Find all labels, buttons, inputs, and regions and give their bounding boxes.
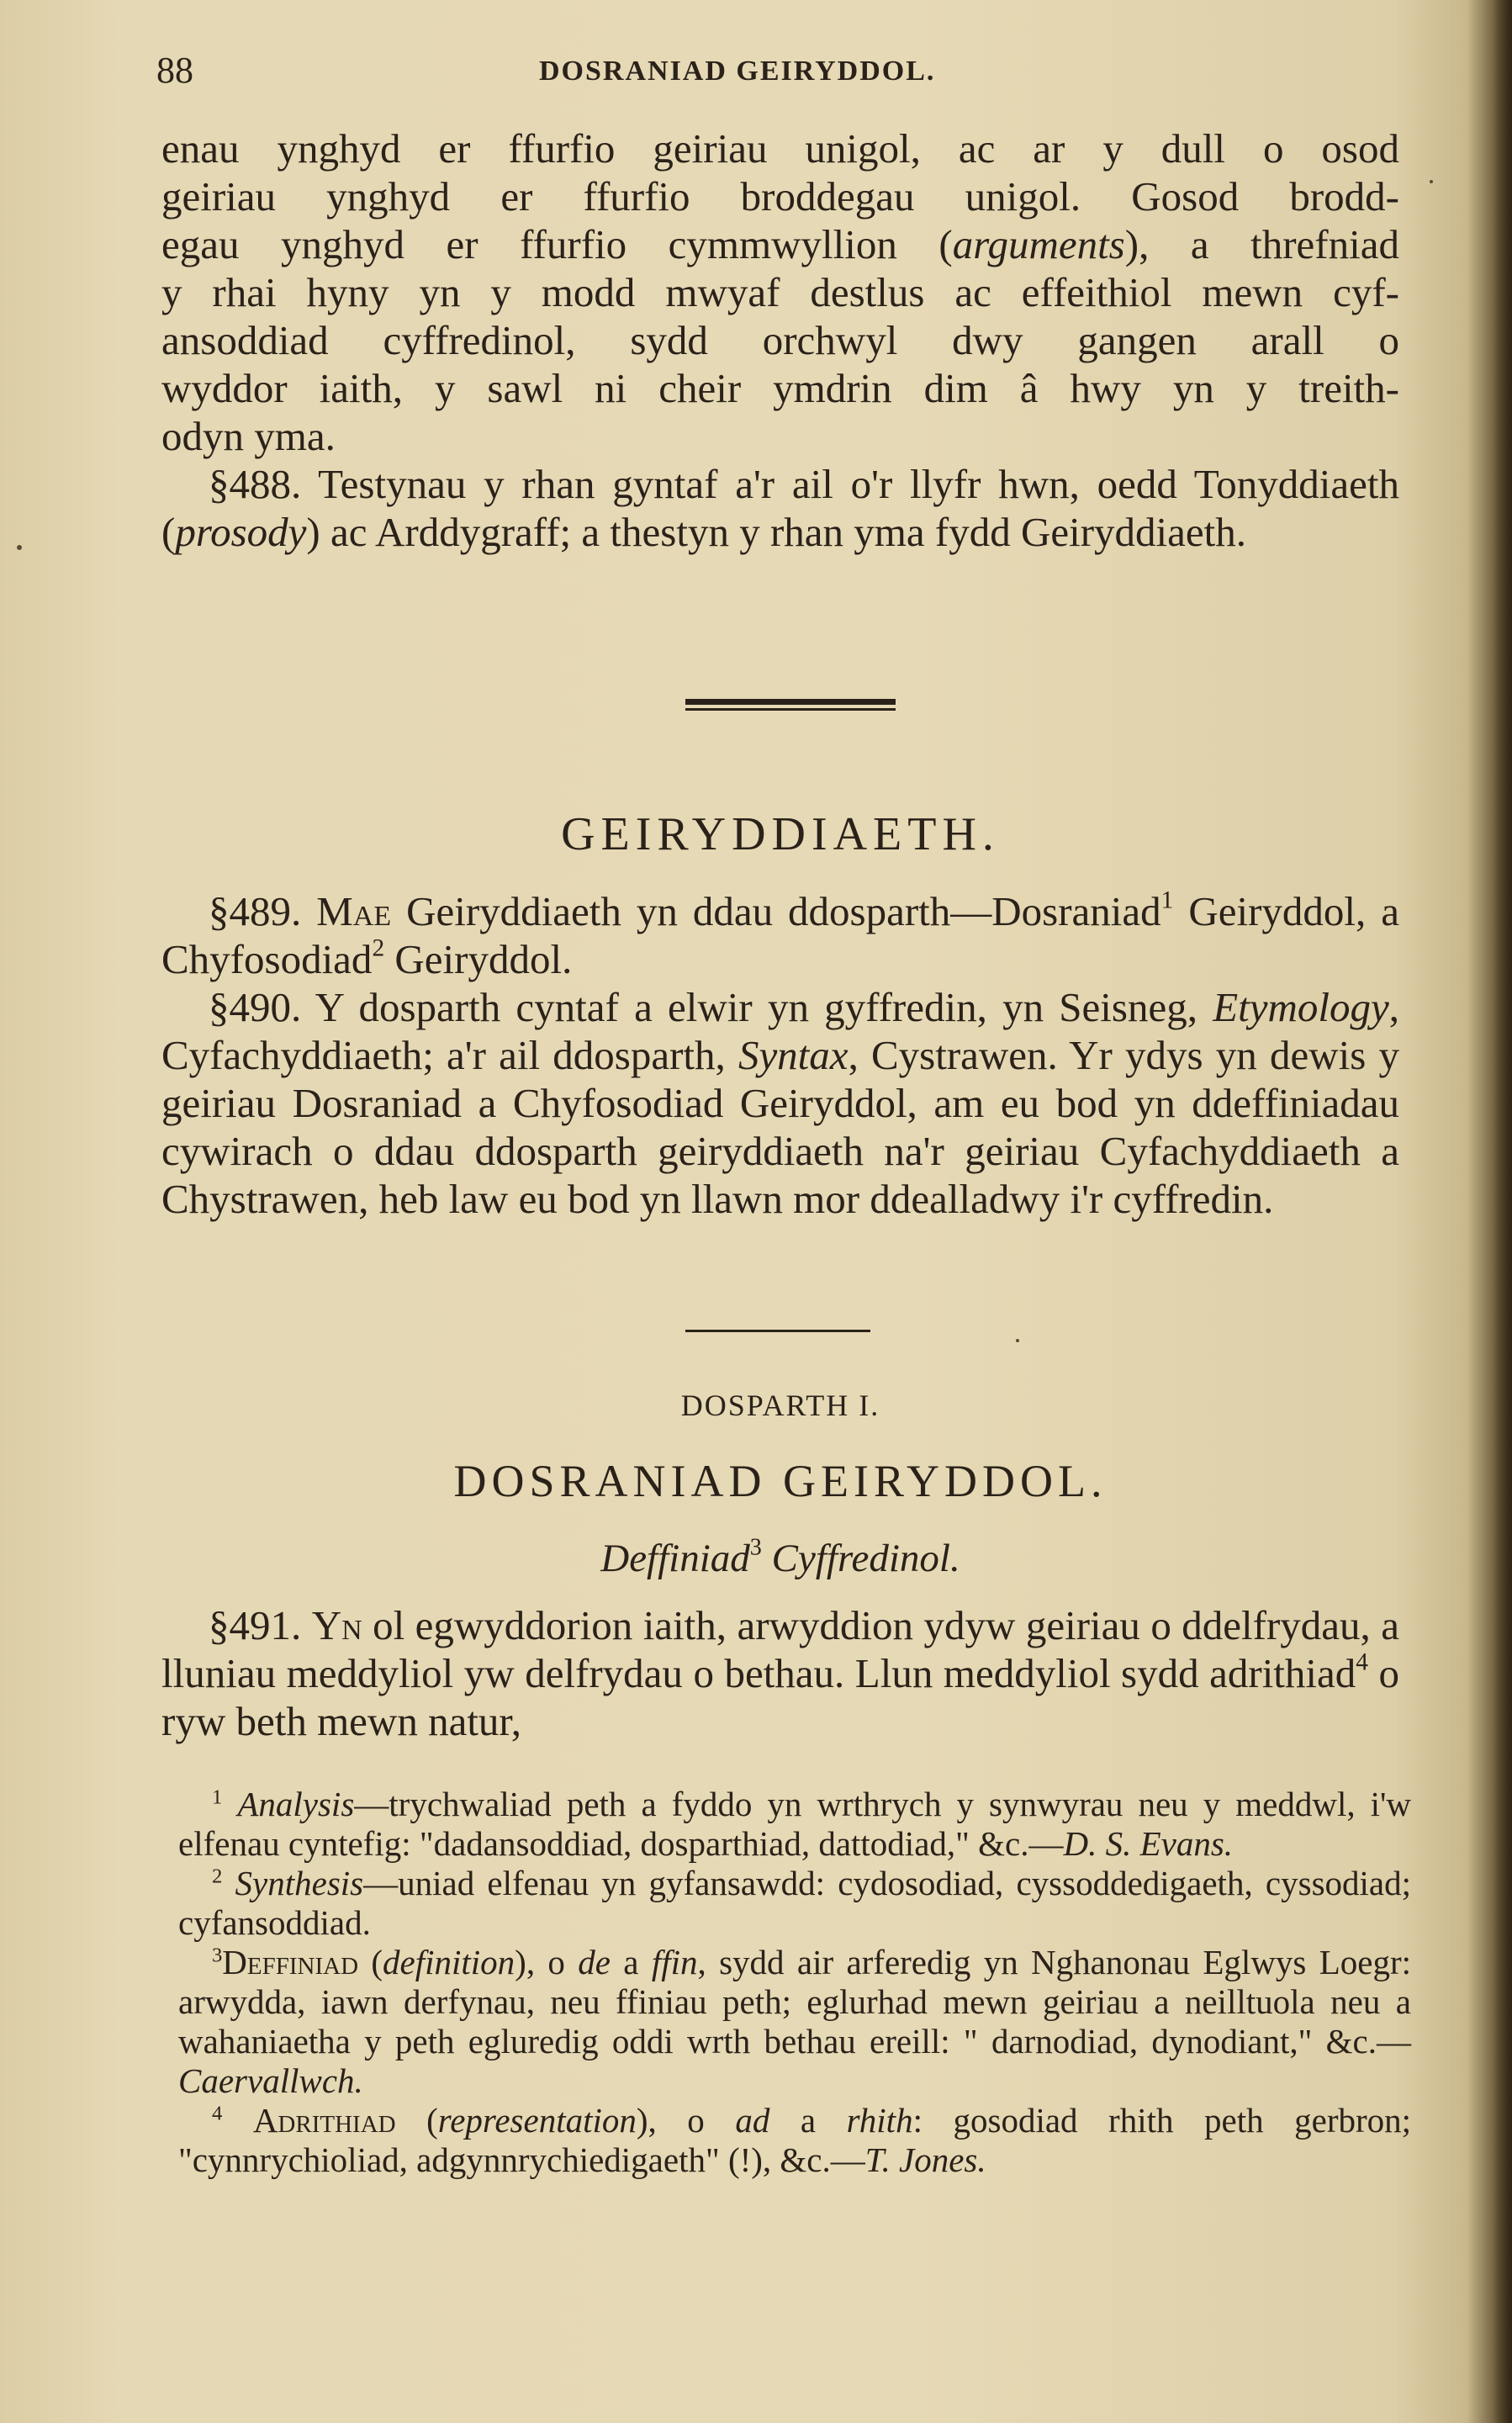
footnote-4-mark: 4 <box>212 2102 223 2125</box>
paragraph-489 <box>161 887 1399 983</box>
footnote-3-text-b: a <box>610 1943 652 1981</box>
footnote-3-word-b: ffin <box>651 1943 698 1981</box>
footnote-4-word-a: ad <box>735 2101 770 2140</box>
footnote-1 <box>178 1785 1411 1864</box>
footnotes <box>178 1785 1411 2180</box>
running-head: DOSRANIAD GEIRYDDOL. <box>539 56 936 87</box>
footnote-2-term: Synthesis <box>235 1864 364 1902</box>
para-490-text-b: , Cyfachyddiaeth; a'r ail ddosparth, <box>161 984 1399 1078</box>
footnote-3-text-c: , sydd air arferedig yn Nghanonau Eglwys Loegr: arwydda, iawn derfynau, neu ffiniau peth; eglurhad mewn geiriau a neilltuola neu a wahaniaetha y peth egluredig oddi wrth bethau ereill: " darnodiad, dynodiant," &c.— <box>178 1943 1411 2061</box>
footnote-2-mark: 2 <box>212 1865 223 1888</box>
footnote-4-word-b: rhith <box>846 2101 913 2140</box>
divider-thin-line <box>685 708 896 711</box>
para-489-num: §489. <box>209 888 302 934</box>
page-header <box>156 49 1401 96</box>
footnote-1-author: D. S. Evans. <box>1063 1824 1234 1863</box>
dosparth-title: DOSRANIAD GEIRYDDOL. <box>453 1456 1108 1506</box>
footnote-3-author: Caervallwch. <box>178 2061 363 2100</box>
para-488-prefix: §488. Testynau y rhan gyntaf a'r ail o'r llyfr hwn, oedd Tonyddiaeth ( <box>161 461 1399 555</box>
footnote-1-text: —trychwaliad peth a fyddo yn wrthrych y synwyrau neu y meddwl, i'w elfenau cyntefig: "dadansoddiad, dosparthiad, dattodiad," &c.— <box>178 1785 1412 1863</box>
intro-line-2: geiriau ynghyd er ffurfio broddegau unigol. Gosod brodd- <box>161 173 1399 220</box>
footnote-3-word-a: de <box>578 1943 611 1981</box>
intro-line-3a: egau ynghyd er ffurfio cymmwyllion ( <box>161 221 953 267</box>
intro-line-3-italic: arguments <box>952 221 1125 267</box>
paper-speck <box>17 545 22 550</box>
footnote-ref-2: 2 <box>372 934 385 962</box>
footnote-ref-3: 3 <box>749 1534 762 1561</box>
footnote-ref-1: 1 <box>1160 886 1174 914</box>
intro-line-1: enau ynghyd er ffurfio geiriau unigol, ac ar y dull o osod <box>161 125 1399 172</box>
para-490-italic-a: Etymology <box>1213 984 1389 1030</box>
footnote-3-mark: 3 <box>212 1944 223 1967</box>
paragraph-491 <box>161 1601 1399 1745</box>
para-489-text-a: Geiryddiaeth yn ddau ddosparth—Dosraniad <box>391 888 1161 934</box>
footnote-3-paren: definition <box>383 1943 515 1981</box>
para-488-suffix: ) ac Arddygraff; a thestyn y rhan yma fydd Geiryddiaeth. <box>306 509 1246 555</box>
para-490-italic-b: Syntax <box>737 1032 849 1078</box>
page-edge-shadow <box>1493 0 1512 2423</box>
footnote-ref-4: 4 <box>1356 1648 1368 1676</box>
footnote-4-paren: representation <box>437 2101 637 2140</box>
divider-thick-line <box>685 699 896 705</box>
subtitle-word-1: Deffiniad <box>600 1537 750 1580</box>
footnote-3: $^3$Deffiniad (definition), o de a ffin, sydd air arferedig yn Nghanonau Eglwys Loegr: arwydda, iawn derfynau, neu ffiniau peth; eglurhad mewn geiriau a neilltuola neu a wahaniaetha y peth egluredig oddi wrth bethau ereill: " darnodiad, dynodiant," &c.—Caervallwch. <box>178 1943 1411 2100</box>
section-title: GEIRYDDIAETH. <box>561 808 1000 860</box>
footnote-4-text-c: : gosodiad rhith peth gerbron; "cynnrychioliad, adgynnrychiedigaeth" (!), &c.— <box>178 2101 1412 2179</box>
section-divider-double <box>685 699 896 712</box>
intro-line-5: ansoddiad cyffredinol, sydd orchwyl dwy gangen arall o <box>161 317 1399 363</box>
paper-speck <box>1430 180 1433 183</box>
paper-speck <box>1016 1339 1019 1342</box>
footnote-2-text: —uniad elfenau yn gyfansawdd: cydosodiad, cyssoddedigaeth, cyssodiad; cyfansoddiad. <box>178 1864 1412 1942</box>
footnote-4-text-a: , o <box>648 2101 736 2140</box>
footnote-4-author: T. Jones. <box>864 2140 986 2179</box>
para-491-num: §491. <box>209 1602 302 1648</box>
footnote-3-text-a: , o <box>526 1943 579 1981</box>
para-491-text-a: ol egwyddorion iaith, arwyddion ydyw geiriau o ddelfrydau, a lluniau meddyliol yw delfrydau o bethau. Llun meddyliol sydd adrithiad <box>161 1602 1399 1696</box>
footnote-2 <box>178 1864 1411 1943</box>
footnote-1-term: Analysis <box>237 1785 355 1823</box>
footnote-4: $^4$ Adrithiad (representation), o ad a rhith: gosodiad rhith peth gerbron; "cynnrychioliad, adgynnrychiedigaeth" (!), &c.—T. Jones. <box>178 2101 1412 2179</box>
intro-line-6: wyddor iaith, y sawl ni cheir ymdrin dim â hwy yn y treith- <box>161 365 1399 411</box>
para-491-lead: Yn <box>311 1602 362 1648</box>
footnote-4-term: Adrithiad <box>252 2101 396 2140</box>
para-488-italic: prosody <box>175 509 307 555</box>
subtitle-word-2: Cyffredinol. <box>761 1537 960 1580</box>
intro-line-4: y rhai hyny yn y modd mwyaf destlus ac effeithiol mewn cyf- <box>161 269 1399 315</box>
paragraph-488 <box>161 460 1399 556</box>
para-490-text-a: §490. Y dosparth cyntaf a elwir yn gyffredin, yn Seisneg, <box>209 984 1213 1030</box>
footnote-4-text-b: a <box>769 2101 847 2140</box>
para-490-text-c: , Cystrawen. Yr ydys yn dewis y geiriau Dosraniad a Chyfosodiad Geiryddol, am eu bod yn ddeffiniadau cywirach o ddau ddosparth geiryddiaeth na'r geiriau Cyfachyddiaeth a Chystrawen, heb law eu bod yn llawn mor ddealladwy i'r cyffredin. <box>161 1032 1399 1222</box>
footnote-3-term: Deffiniad <box>222 1943 359 1981</box>
para-489-text-c: Geiryddol. <box>384 936 573 982</box>
para-491-text-b: o ryw beth mewn natur, <box>161 1650 1400 1744</box>
section-divider-single <box>685 1330 870 1332</box>
para-489-text-b: Geiryddol, a Chyfosodiad <box>161 888 1399 982</box>
para-489-lead: Mae <box>316 888 392 934</box>
dosparth-subtitle <box>161 1536 1399 1581</box>
footnote-1-mark: 1 <box>212 1786 223 1809</box>
paragraph-490 <box>161 983 1399 1223</box>
page-number: 88 <box>156 50 193 91</box>
intro-paragraph <box>161 124 1399 460</box>
intro-line-3b: ), a threfniad <box>1124 221 1399 267</box>
dosparth-label: DOSPARTH I. <box>680 1389 880 1422</box>
intro-line-7: odyn yma. <box>161 413 336 459</box>
